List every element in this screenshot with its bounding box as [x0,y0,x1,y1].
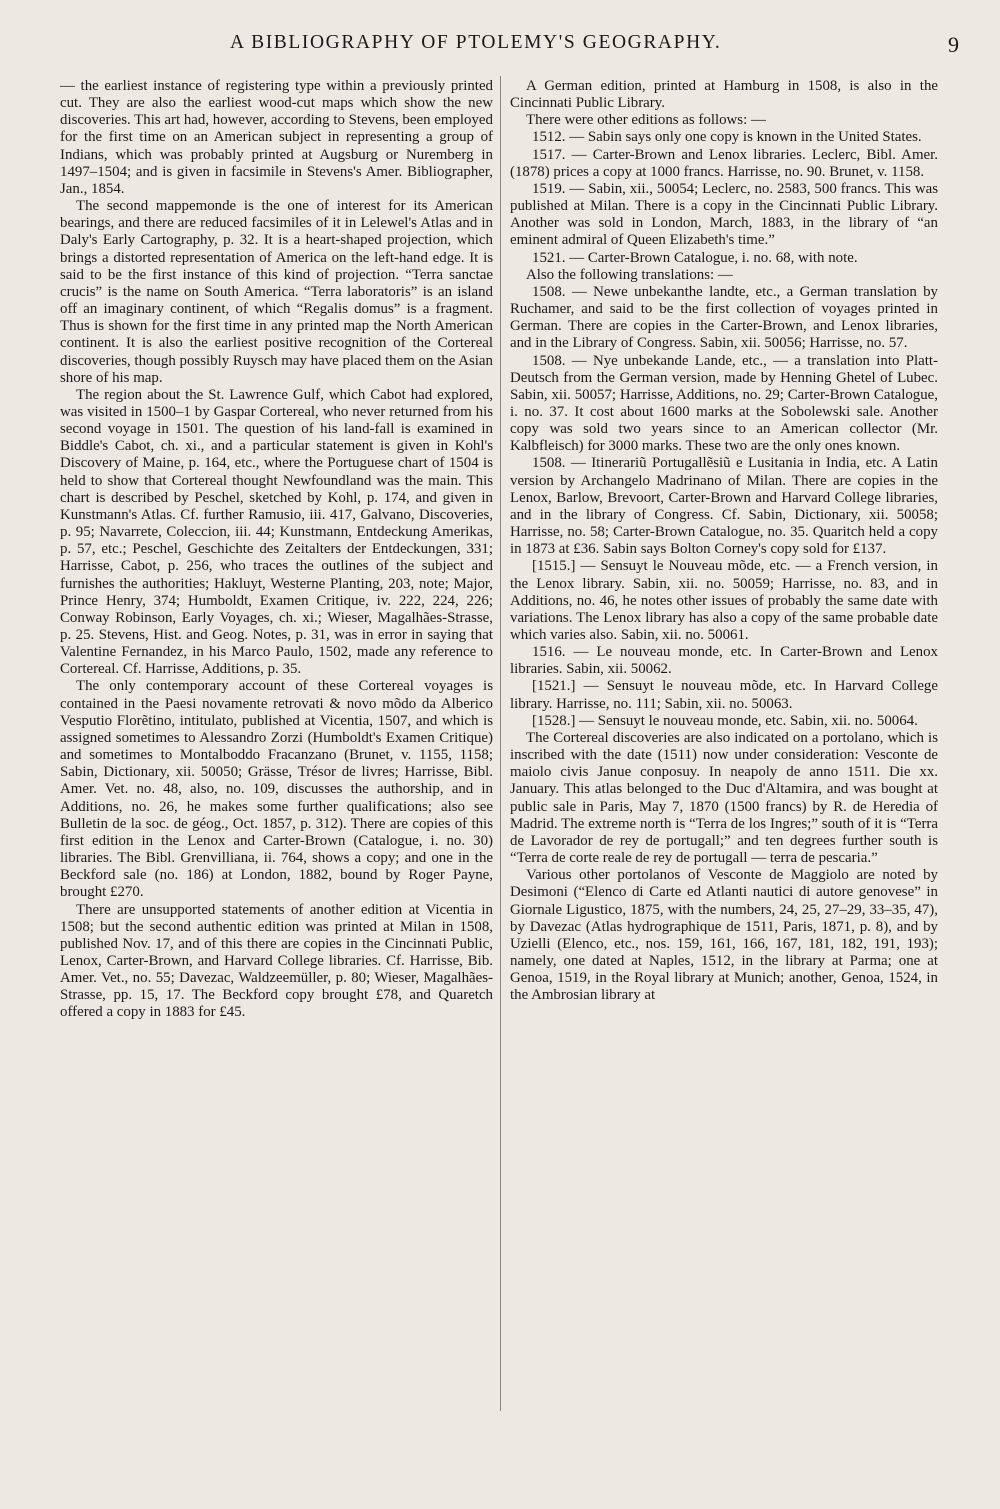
list-item: 1521. — Carter-Brown Catalogue, i. no. 68, with note. [532,249,858,266]
list-item: 1517. — Carter-Brown and Lenox libraries. Leclerc, Bibl. Amer. (1878) prices a copy at 1000 francs. Harrisse, no. 90. Brunet, v. 1158. [510,146,938,180]
list-item: 1516. — Le nouveau monde, etc. In Carter-Brown and Lenox libraries. Sabin, xii. 50062. [510,644,938,678]
column-rule [500,76,501,1411]
paragraph: The second mappemonde is the one of interest for its American bearings, and there are reduced facsimiles of it in Lelewel's Atlas and in Daly's Early Cartography, p. 32. It is a heart-shaped projection, which brings a distorted representation of America on the left-hand edge. It is said to be the first instance of this kind of projection. “Terra sanctae crucis” is the name on South America. “Terra laboratoris” is an island off an imaginary continent, of which “Regalis domus” is a fragment. Thus is shown for the first time in any printed map the North American continent. It is also the earliest positive recognition of the Cortereal discoveries, though possibly Ruysch may have placed them on the Asian shore of his map. [60,198,493,386]
paragraph: The only contemporary account of these Cortereal voyages is contained in the Paesi novamente retrovati & novo mõdo da Alberico Vesputio Florẽtino, intitulato, published at Vicentia, 1507, and which is assigned sometimes to Alessandro Zorzi (Humboldt's Examen Critique) and sometimes to Montalboddo Fracanzano (Brunet, v. 1155, 1158; Sabin, Dictionary, xii. 50050; Grässe, Trésor de livres; Harrisse, Bibl. Amer. Vet. no. 48, also, no. 109, discusses the authorship, and in Additions, no. 26, he makes some further qualifications; also see Bulletin de la soc. de géog., Oct. 1857, p. 312). There are copies of this first edition in the Lenox and Carter-Brown (Catalogue, i. no. 30) libraries. The Bibl. Grenvilliana, ii. 764, shows a copy; and one in the Beckford sale (no. 186) at London, 1882, bound by Roger Payne, brought £270. [60,678,493,901]
list-item: [1528.] — Sensuyt le nouveau monde, etc. Sabin, xii. no. 50064. [532,712,918,729]
running-head [0,32,1000,62]
list-item: 1508. — Newe unbekanthe landte, etc., a German translation by Ruchamer, and said to be the first collection of voyages printed in German. There are copies in the Carter-Brown, and Lenox libraries, and in the Library of Congress. Sabin, xii. 50056; Harrisse, no. 57. [510,283,938,352]
paragraph: There are unsupported statements of another edition at Vicentia in 1508; but the second authentic edition was printed at Milan in 1508, published Nov. 17, and of this there are copies in the Cincinnati Public, Lenox, Carter-Brown, and Harvard College libraries. Cf. Harrisse, Bib. Amer. Vet., no. 55; Davezac, Waldzeemüller, p. 80; Wieser, Magalhães-Strasse, pp. 15, 17. The Beckford copy brought £78, and Quaretch offered a copy in 1883 for £45. [60,901,493,1021]
paragraph: A German edition, printed at Hamburg in 1508, is also in the Cincinnati Public Library. [510,78,938,112]
left-column [60,78,493,1022]
paragraph: The Cortereal discoveries are also indicated on a portolano, which is inscribed with the date (1511) now under consideration: Vesconte de maiolo civis Janue conposuy. In neapoly de anno 1511. Die xx. January. This atlas belonged to the Duc d'Altamira, and was bought at public sale in Paris, May 7, 1870 (1500 francs) by R. de Heredia of Madrid. The extreme north is “Terra de los Ingres;” south of it is “Terra de Lavorador de rey de portugall;” and ten degrees further south is “Terra de corte reale de rey de portugall — terra de pescaria.” [510,729,938,867]
paragraph: The region about the St. Lawrence Gulf, which Cabot had explored, was visited in 1500–1 by Gaspar Cortereal, who never returned from his second voyage in 1501. The question of his land-fall is examined in Biddle's Cabot, ch. xi., and a particular statement is given in Kohl's Discovery of Maine, p. 164, etc., where the Portuguese chart of 1504 is held to show that Cortereal thought Newfoundland was the main. This chart is described by Peschel, sketched by Kohl, p. 174, and given in Kunstmann's Atlas. Cf. further Ramusio, iii. 417, Galvano, Discoveries, p. 95; Navarrete, Coleccion, iii. 44; Kunstmann, Entdeckung Amerikas, p. 57, etc.; Peschel, Geschichte des Zeitalters der Entdeckungen, 331; Harrisse, Cabot, p. 256, who traces the outlines of the subject and furnishes the authorities; Hakluyt, Westerne Planting, 203, note; Major, Prince Henry, 374; Humboldt, Examen Critique, iv. 222, 224, 226; Conway Robinson, Early Voyages, ch. xi.; Wieser, Magalhães-Strasse, p. 25. Stevens, Hist. and Geog. Notes, p. 31, was in error in saying that Valentine Fernandez, in his Marco Paulo, 1502, made any reference to Cortereal. Cf. Harrisse, Additions, p. 35. [60,386,493,678]
list-item: [1515.] — Sensuyt le Nouveau mõde, etc. — a French version, in the Lenox library. Sabin, xii. no. 50059; Harrisse, no. 83, and in Additions, no. 46, he notes other issues of probably the same date with variations. The Lenox library has also a copy of the same probable date which varies also. Sabin, xii. no. 50061. [510,558,938,643]
running-title: A BIBLIOGRAPHY OF PTOLEMY'S GEOGRAPHY. [230,32,722,53]
page-number: 9 [948,32,959,57]
paragraph: — the earliest instance of registering type within a previously printed cut. They are also the earliest wood-cut maps which show the new discoveries. This art had, however, according to Stevens, been employed for the first time on an American subject in representing a group of Indians, which was probably printed at Augsburg or Nuremberg in 1497–1504; and is given in facsimile in Stevens's Amer. Bibliographer, Jan., 1854. [60,78,493,197]
list-item: [1521.] — Sensuyt le nouveau mõde, etc. In Harvard College library. Harrisse, no. 111; Sabin, xii. no. 50063. [510,678,938,712]
list-item: 1508. — Nye unbekande Lande, etc., — a translation into Platt-Deutsch from the German version, made by Henning Ghetel of Lubec. Sabin, xii. 50057; Harrisse, Additions, no. 29; Carter-Brown Catalogue, i. no. 37. It cost about 1600 marks at the Sobolewski sale. Another copy was sold two years since to an American collector (Mr. Kalbfleisch) for 3000 marks. These two are the only ones known. [510,352,938,455]
paragraph: Also the following translations: — [526,266,733,283]
paragraph: Various other portolanos of Vesconte de Maggiolo are noted by Desimoni (“Elenco di Carte ed Atlanti nautici di autore genovese” in Giornale Ligustico, 1875, with the numbers, 24, 25, 27–29, 33–35, 47), by Davezac (Atlas hydrographique de 1511, Paris, 1871, p. 8), and by Uzielli (Elenco, etc., nos. 159, 161, 166, 167, 181, 182, 191, 193); namely, one dated at Naples, 1512, in the library at Parma; one at Genoa, 1519, in the Royal library at Munich; another, Genoa, 1524, in the Ambrosian library at [510,867,938,1004]
list-item: 1512. — Sabin says only one copy is known in the United States. [532,129,922,146]
list-item: 1508. — Itinerariũ Portugallẽsiũ e Lusitania in India, etc. A Latin version by Archangelo Madrinano of Milan. There are copies in the Lenox, Barlow, Brevoort, Carter-Brown and Harvard College libraries, and in the library of Congress. Cf. Sabin, Dictionary, xii. 50058; Harrisse, no. 58; Carter-Brown Catalogue, no. 35. Quaritch held a copy in 1873 at £36. Sabin says Bolton Corney's copy sold for £137. [510,455,938,558]
list-item: 1519. — Sabin, xii., 50054; Leclerc, no. 2583, 500 francs. This was published at Milan. There is a copy in the Cincinnati Public Library. Another was sold in London, March, 1883, in the library of “an eminent admiral of Queen Elizabeth's time.” [510,180,938,249]
paragraph: There were other editions as follows: — [526,112,766,129]
right-column [510,78,938,1004]
